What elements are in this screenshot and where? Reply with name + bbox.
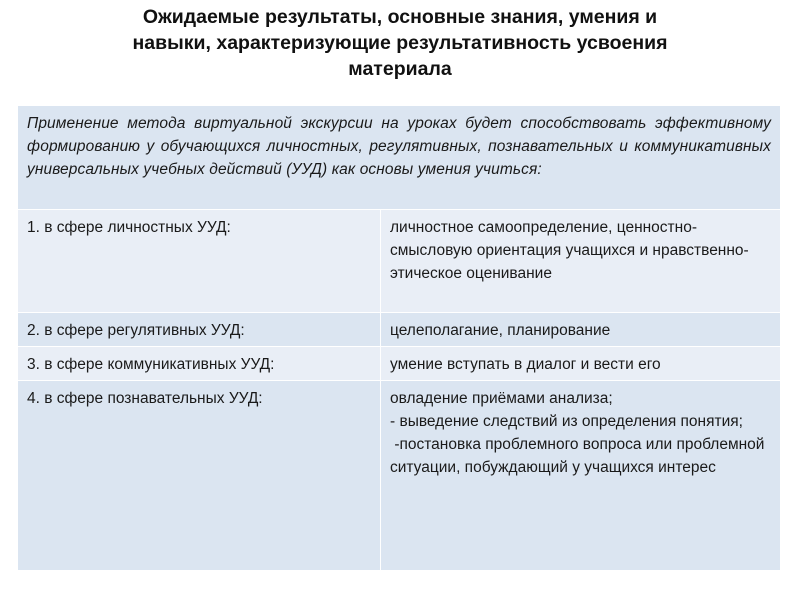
table-intro-row: [18, 106, 781, 210]
title-line-2: навыки, характеризующие результативность усвоения: [132, 32, 668, 54]
title-line-1: Ожидаемые результаты, основные знания, умения и: [142, 6, 658, 28]
outcomes-table: [17, 105, 781, 571]
intro-cell: Применение метода виртуальной экскурсии на уроках будет способствовать эффективному формированию у обучающихся личностных, регулятивных, познавательных и коммуникативных универсальных учебных действий (УУД) как основы умения учиться:: [18, 106, 781, 210]
outcome-cell: целеполагание, планирование: [381, 313, 781, 347]
page-title: [40, 4, 760, 82]
outcome-line: -постановка проблемного вопроса или проблемной ситуации, побуждающий у учащихся интерес: [390, 436, 769, 476]
outcome-cell: [381, 381, 781, 571]
outcome-line: овладение приёмами анализа;: [390, 390, 613, 407]
table-row: [18, 347, 781, 381]
title-line-3: материала: [348, 58, 452, 80]
outcome-cell: умение вступать в диалог и вести его: [381, 347, 781, 381]
table-row: [18, 313, 781, 347]
table-row: [18, 381, 781, 571]
sphere-cell: 1. в сфере личностных УУД:: [18, 210, 381, 313]
outcome-cell: личностное самоопределение, ценностно-смысловую ориентация учащихся и нравственно-этическое оценивание: [381, 210, 781, 313]
sphere-cell: 2. в сфере регулятивных УУД:: [18, 313, 381, 347]
outcome-line: - выведение следствий из определения понятия;: [390, 413, 743, 430]
sphere-cell: 3. в сфере коммуникативных УУД:: [18, 347, 381, 381]
sphere-cell: 4. в сфере познавательных УУД:: [18, 381, 381, 571]
table-row: [18, 210, 781, 313]
